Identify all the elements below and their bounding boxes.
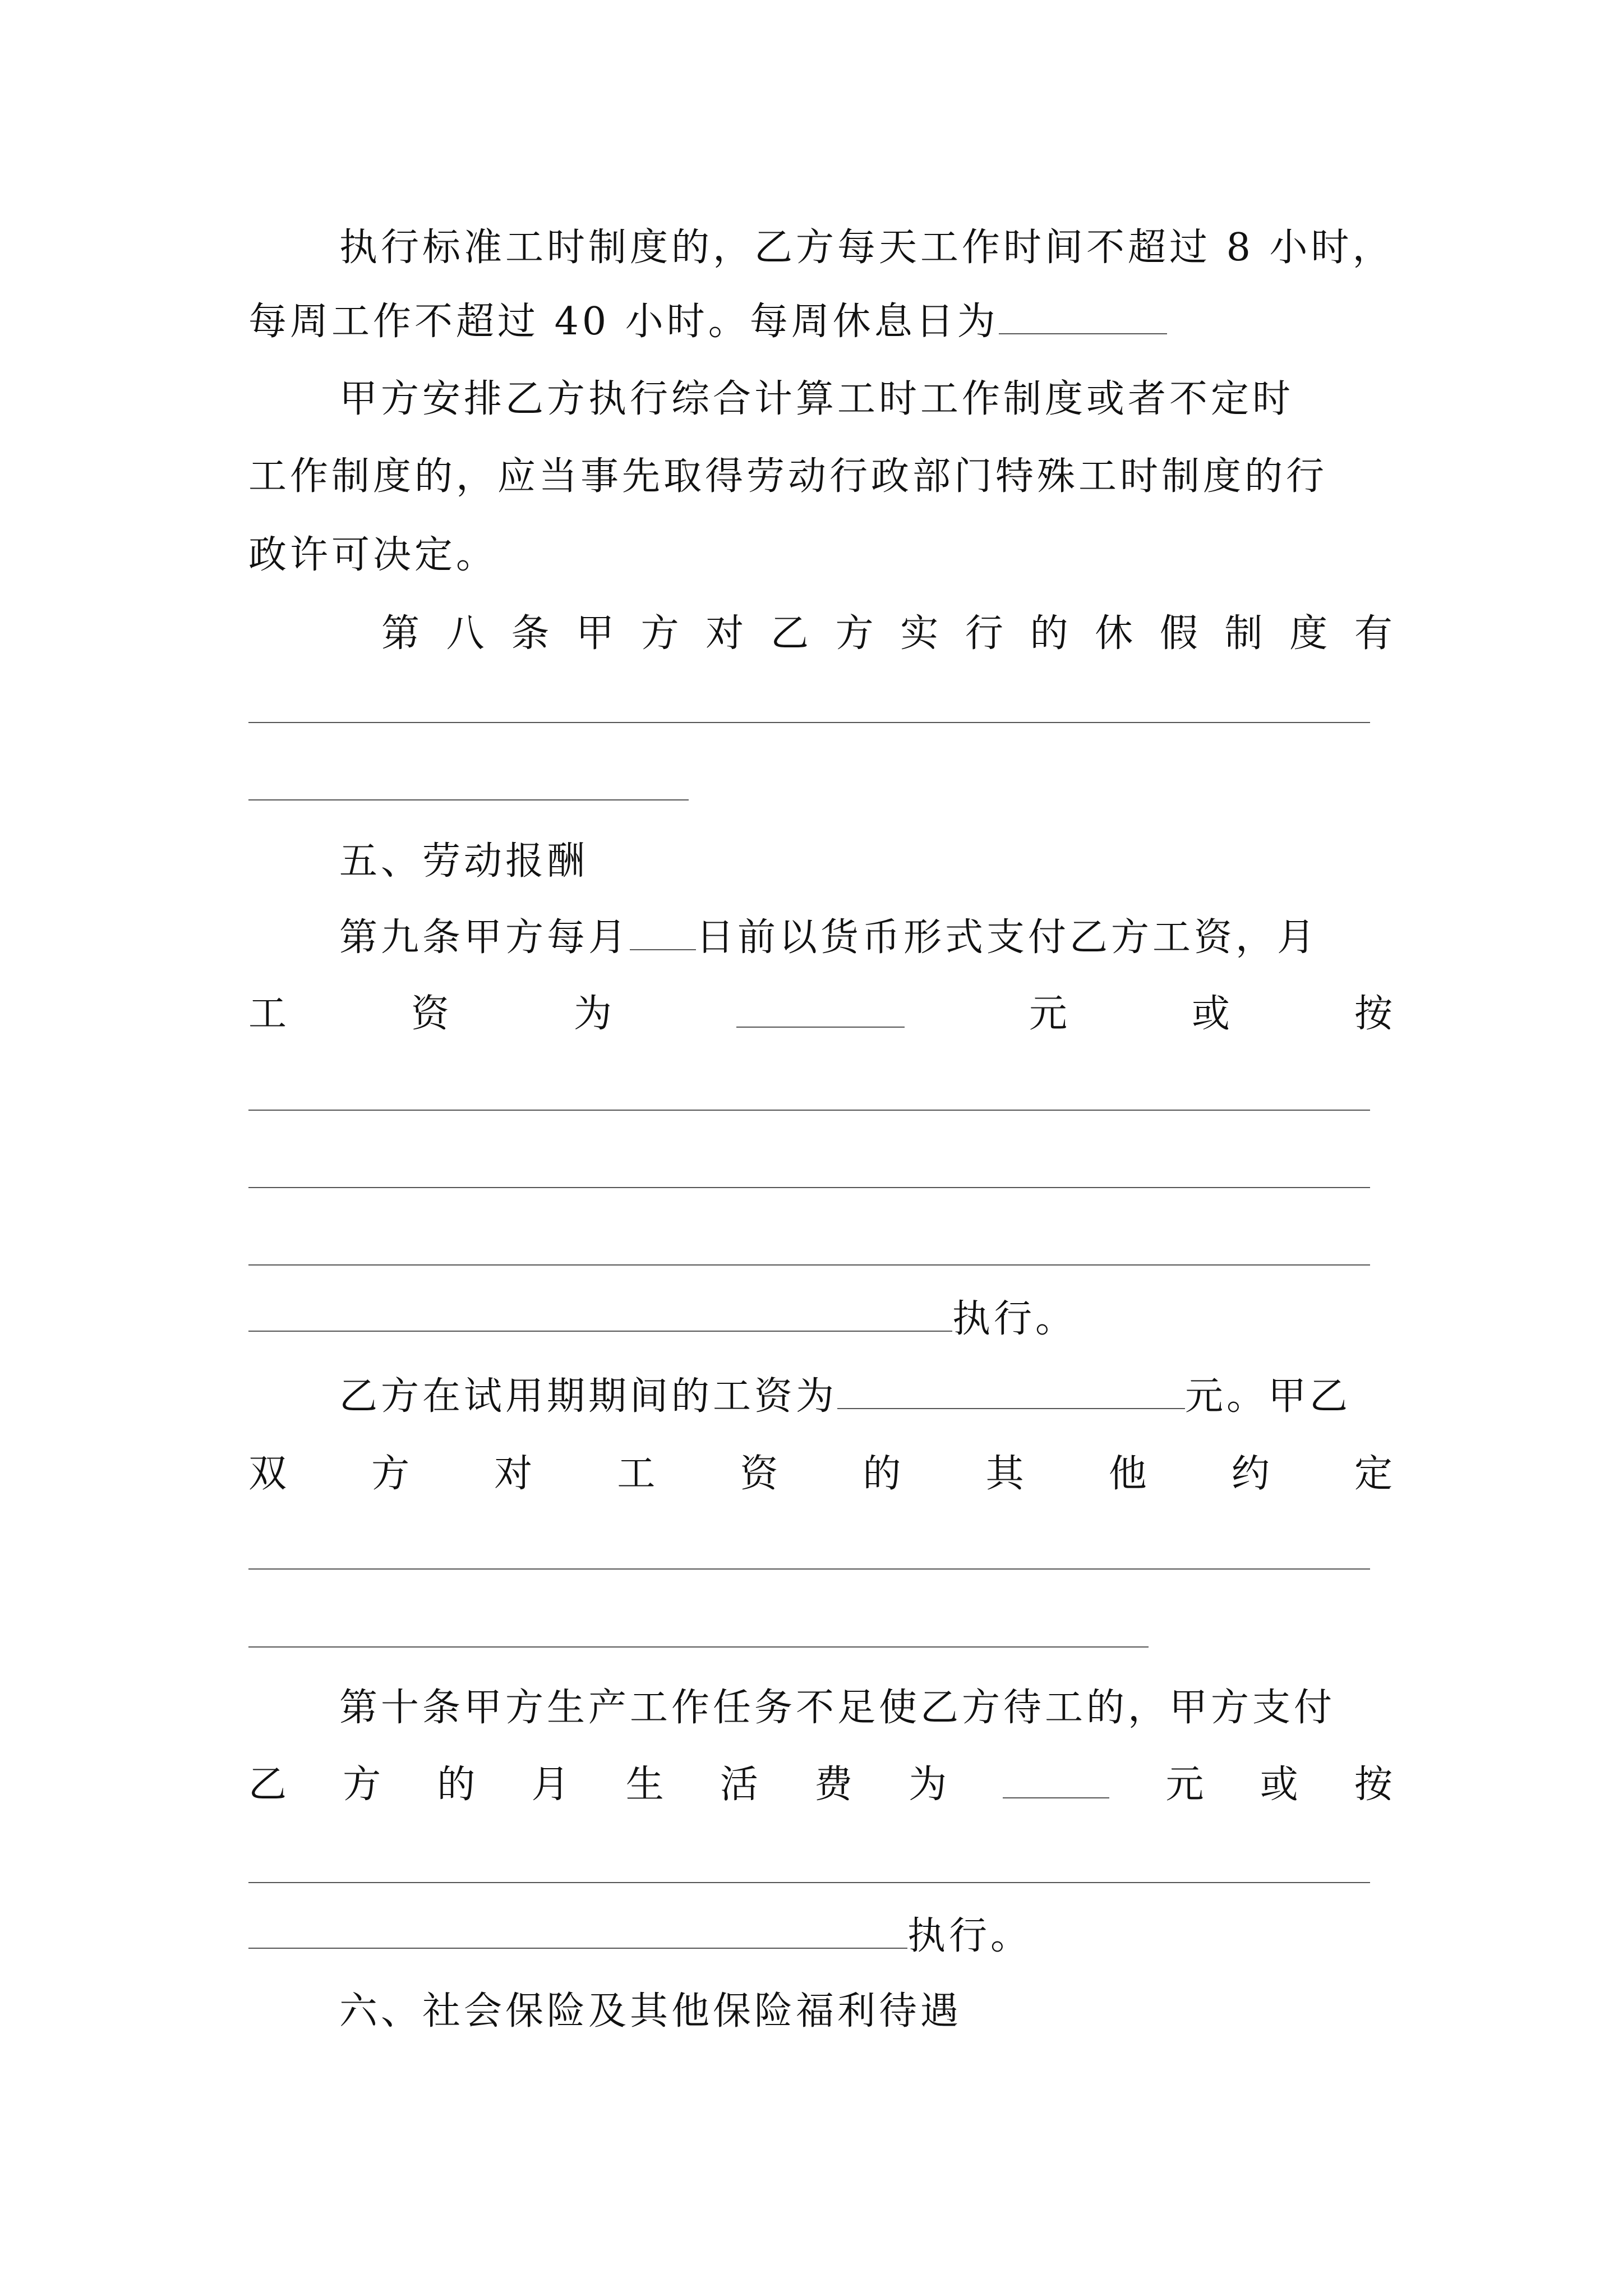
article-10-char: 元 xyxy=(1165,1763,1204,1807)
article-8-char: 度 xyxy=(1289,611,1328,656)
paragraph-working-hours-line1: 执行标准工时制度的，乙方每天工作时间不超过 8 小时， xyxy=(339,226,1394,270)
wage-method-blank-line2[interactable] xyxy=(248,1187,1370,1188)
monthly-wage-blank[interactable] xyxy=(736,986,905,1028)
wage-method-blank-line4[interactable] xyxy=(248,1290,952,1332)
article-9-text-b: 日前以货币形式支付乙方工资，月 xyxy=(696,915,1319,960)
article-9-text-a: 第九条甲方每月 xyxy=(339,915,630,960)
article-9-char: 工 xyxy=(248,992,287,1036)
article-10-char: 活 xyxy=(720,1763,758,1807)
article-8-char: 乙 xyxy=(770,611,809,656)
other-agreement-char: 方 xyxy=(371,1452,410,1496)
article-9-line1 xyxy=(339,909,1393,965)
article-10-char: 为 xyxy=(909,1763,947,1807)
article-8-char: 对 xyxy=(706,611,744,656)
probation-wage-text: 乙方在试用期期间的工资为 xyxy=(339,1374,838,1419)
article-8-char: 方 xyxy=(835,611,874,656)
article-10-char: 月 xyxy=(531,1763,570,1807)
section-6-title: 六、社会保险及其他保险福利待遇 xyxy=(339,1989,962,2033)
other-agreement-blank-line1[interactable] xyxy=(248,1568,1370,1570)
wage-method-line4 xyxy=(248,1290,1393,1346)
living-allowance-method-blank-line2[interactable] xyxy=(248,1907,907,1949)
article-10-char: 或 xyxy=(1260,1763,1298,1807)
paragraph-special-hours-line2: 工作制度的，应当事先取得劳动行政部门特殊工时制度的行 xyxy=(248,454,1328,499)
article-8-char: 实 xyxy=(900,611,939,656)
other-wage-agreement-line xyxy=(248,1446,1393,1502)
wage-method-blank-line3[interactable] xyxy=(248,1264,1370,1266)
other-agreement-char: 定 xyxy=(1354,1452,1393,1496)
section-5-title: 五、劳动报酬 xyxy=(339,839,589,884)
article-9-char: 为 xyxy=(574,992,612,1036)
paragraph-special-hours-line1: 甲方安排乙方执行综合计算工时工作制度或者不定时 xyxy=(339,377,1294,421)
other-agreement-char: 工 xyxy=(617,1452,656,1496)
other-agreement-char: 双 xyxy=(248,1452,287,1496)
article-10-line1: 第十条甲方生产工作任务不足使乙方待工的，甲方支付 xyxy=(339,1686,1336,1730)
article-10-char: 乙 xyxy=(248,1763,287,1807)
living-allowance-method-line2 xyxy=(248,1907,1393,1963)
other-agreement-char: 资 xyxy=(740,1452,778,1496)
article-10-char: 费 xyxy=(814,1763,853,1807)
other-agreement-char: 其 xyxy=(985,1452,1024,1496)
article-8-char: 第 xyxy=(381,611,420,656)
article-8-blank-line1[interactable] xyxy=(248,722,1370,723)
article-8-char: 休 xyxy=(1095,611,1133,656)
probation-wage-unit: 元。甲乙 xyxy=(1185,1374,1352,1419)
article-8-char: 方 xyxy=(640,611,679,656)
weekly-rest-text: 每周工作不超过 40 小时。每周休息日为 xyxy=(248,300,999,344)
weekly-rest-day-blank[interactable] xyxy=(999,293,1167,334)
other-agreement-char: 的 xyxy=(863,1452,901,1496)
article-8-char: 甲 xyxy=(575,611,614,656)
article-8-char: 制 xyxy=(1224,611,1263,656)
article-8-blank-line2[interactable] xyxy=(248,799,689,800)
article-10-char: 方 xyxy=(343,1763,381,1807)
article-10-line2 xyxy=(248,1757,1393,1813)
article-10-char: 按 xyxy=(1354,1763,1393,1807)
probation-wage-blank[interactable] xyxy=(837,1368,1185,1409)
living-allowance-method-blank-line1[interactable] xyxy=(248,1882,1370,1883)
wage-method-blank-line1[interactable] xyxy=(248,1110,1370,1111)
execute-text: 执行。 xyxy=(952,1297,1077,1341)
other-agreement-char: 对 xyxy=(494,1452,533,1496)
other-agreement-blank-line2[interactable] xyxy=(248,1646,1149,1648)
probation-wage-line xyxy=(339,1368,1393,1424)
article-10-char: 生 xyxy=(625,1763,664,1807)
article-8-line xyxy=(381,606,1393,662)
other-agreement-char: 约 xyxy=(1231,1452,1270,1496)
article-8-char: 条 xyxy=(511,611,550,656)
article-9-line2 xyxy=(248,986,1393,1042)
article-8-char: 的 xyxy=(1030,611,1068,656)
execute-text: 执行。 xyxy=(907,1914,1032,1958)
article-9-char: 元 xyxy=(1029,992,1067,1036)
paragraph-working-hours-line2 xyxy=(248,293,1393,349)
other-agreement-char: 他 xyxy=(1108,1452,1147,1496)
article-9-char: 资 xyxy=(411,992,450,1036)
article-9-char: 按 xyxy=(1354,992,1393,1036)
article-8-char: 八 xyxy=(446,611,485,656)
article-8-char: 假 xyxy=(1159,611,1198,656)
article-8-char: 有 xyxy=(1354,611,1393,656)
pay-day-blank[interactable] xyxy=(630,909,696,950)
living-allowance-blank[interactable] xyxy=(1003,1757,1109,1798)
article-9-char: 或 xyxy=(1191,992,1230,1036)
paragraph-special-hours-line3: 政许可决定。 xyxy=(248,533,498,577)
article-8-char: 行 xyxy=(965,611,1003,656)
article-10-char: 的 xyxy=(437,1763,476,1807)
